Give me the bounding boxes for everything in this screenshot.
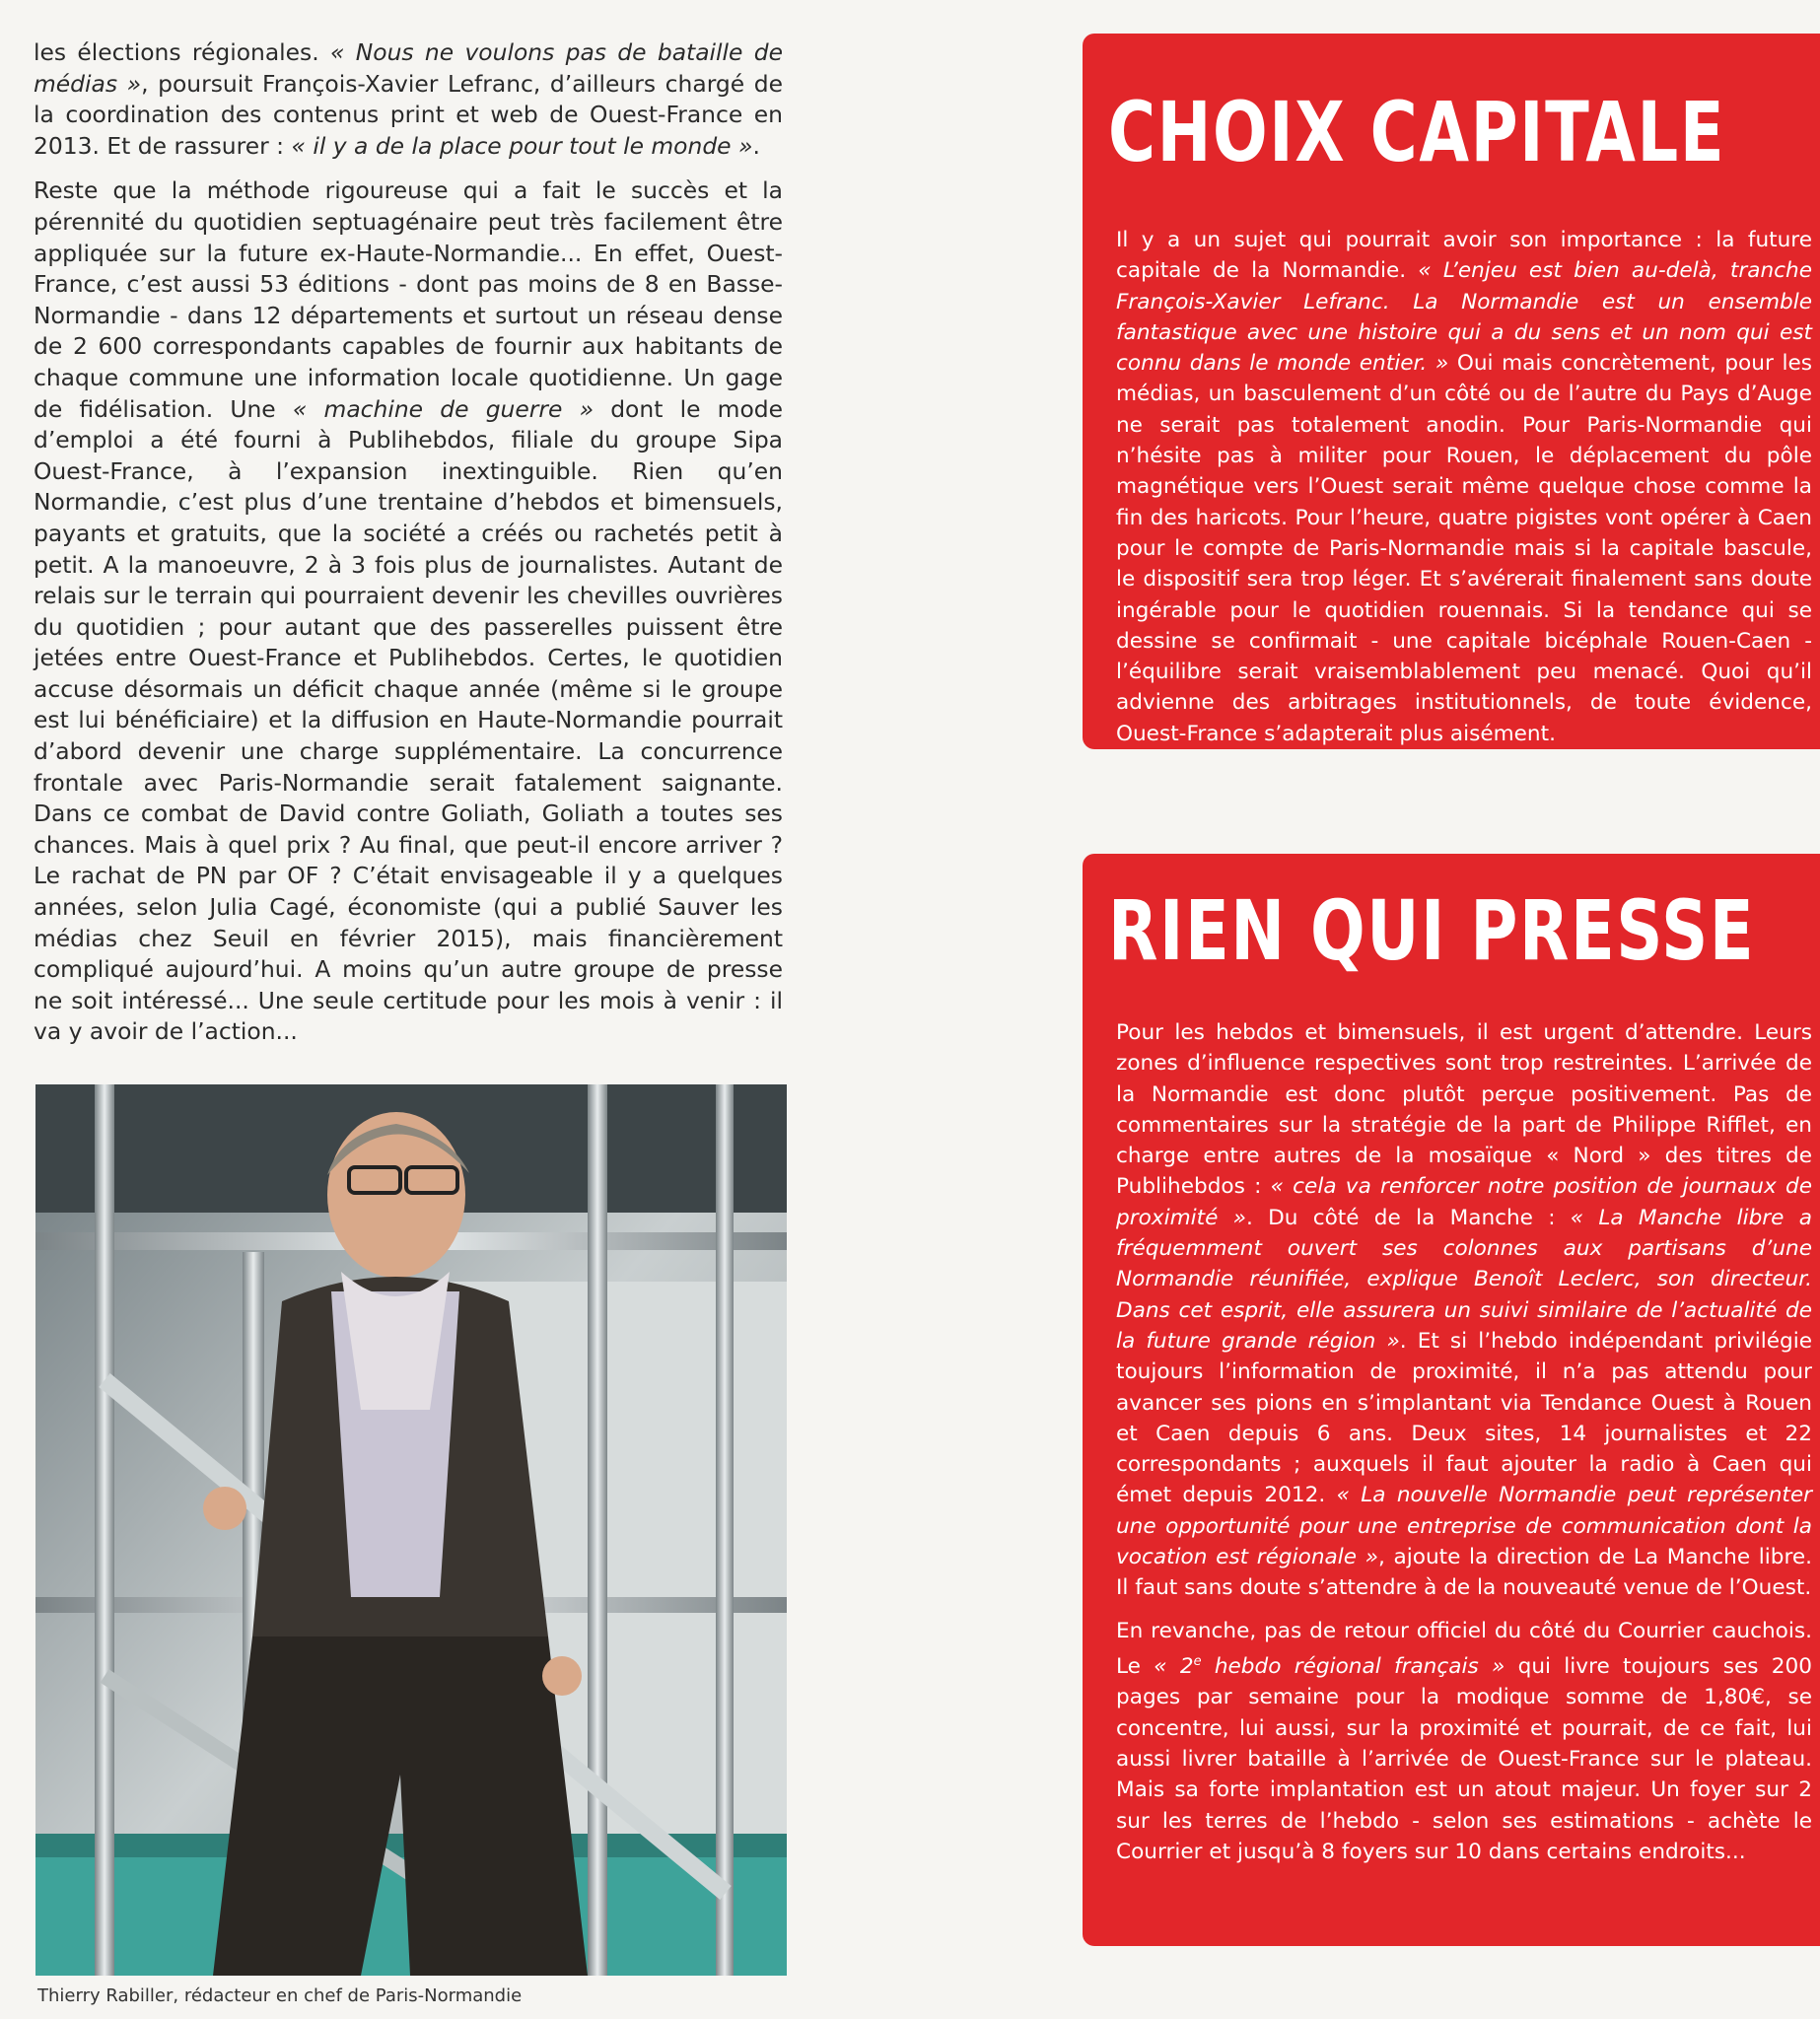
box-title: CHOIX CAPITALE bbox=[1108, 84, 1726, 180]
sidebar-box-choix-capitale bbox=[1083, 34, 1820, 749]
box-body bbox=[1116, 1017, 1812, 1879]
box-paragraph: Il y a un sujet qui pourrait avoir son importance : la future capitale de la Normandie. « L’enjeu est bien au-delà, tranche François-Xavier Lefranc. La Normandie est un ensemble fantastique avec une histoire qui a du sens et un nom qui est connu dans le monde entier. » Oui mais concrètement, pour les médias, un basculement d’un côté ou de l’autre du Pays d’Auge ne serait pas totalement anodin. Pour Paris-Normandie qui n’hésite pas à militer pour Rouen, le déplacement du pôle magnétique vers l’Ouest serait même quelque chose comme la fin des haricots. Pour l’heure, quatre pigistes vont opérer à Caen pour le compte de Paris-Normandie mais si la capitale bascule, le dispositif sera trop léger. Et s’avérerait finalement sans doute ingérable pour le quotidien rouennais. Si la tendance qui se dessine se confirmait - une capitale bicéphale Rouen-Caen - l’équilibre serait vraisemblablement peu menacé. Quoi qu’il advienne des arbitrages institutionnels, de toute évidence, Ouest-France s’adapterait plus aisément. bbox=[1116, 228, 1812, 746]
quote: « Nous ne voulons pas de bataille de médias » bbox=[34, 38, 783, 98]
quote: « il y a de la place pour tout le monde » bbox=[291, 131, 753, 160]
article-paragraph-1: les élections régionales. « Nous ne voulons pas de bataille de médias », poursuit François-Xavier Lefranc, d’ailleurs chargé de la coordination des contenus print et web de Ouest-France en 2013. Et de rassurer : « il y a de la place pour tout le monde ». bbox=[34, 38, 783, 160]
sidebar-box-rien-qui-presse bbox=[1083, 854, 1820, 1946]
quote: « La nouvelle Normandie peut représenter une opportunité pour une entreprise de communication dont la vocation est régionale » bbox=[1116, 1483, 1813, 1570]
quote: « L’enjeu est bien au-delà, tranche François-Xavier Lefranc. La Normandie est un ensemble fantastique avec une histoire qui a du sens et un nom qui est connu dans le monde entier. » bbox=[1116, 258, 1812, 377]
portrait-photo bbox=[35, 1084, 787, 1976]
box-title: RIEN QUI PRESSE bbox=[1108, 882, 1756, 979]
box-paragraph-1: Pour les hebdos et bimensuels, il est urgent d’attendre. Leurs zones d’influence respectives sont trop restreintes. L’arrivée de la Normandie est donc plutôt perçue positivement. Pas de commentaires sur la stratégie de la part de Philippe Rifflet, en charge entre autres de la mosaïque « Nord » des titres de Publihebdos : « cela va renforcer notre position de journaux de proximité ». Du côté de la Manche : « La Manche libre a fréquemment ouvert ses colonnes aux partisans d’une Normandie réunifiée, explique Benoît Leclerc, son directeur. Dans cet esprit, elle assurera un suivi similaire de l’actualité de la future grande région ». Et si l’hebdo indépendant privilégie toujours l’information de proximité, il n’a pas attendu pour avancer ses pions en s’implantant via Tendance Ouest à Rouen et Caen depuis 6 ans. Deux sites, 14 journalistes et 22 correspondants ; auxquels il faut ajouter la radio à Caen qui émet depuis 2012. « La nouvelle Normandie peut représenter une opportunité pour une entreprise de communication dont la vocation est régionale », ajoute la direction de La Manche libre. Il faut sans doute s’attendre à de la nouveauté venue de l’Ouest. bbox=[1116, 1020, 1813, 1601]
box-body bbox=[1116, 225, 1812, 761]
article-column bbox=[34, 37, 783, 1062]
article-paragraph-2: Reste que la méthode rigoureuse qui a fait le succès et la pérennité du quotidien septuagénaire peut très facilement être appliquée sur la future ex-Haute-Normandie... En effet, Ouest-France, c’est aussi 53 éditions - dont pas moins de 8 en Basse-Normandie - dans 12 départements et surtout un réseau dense de 2 600 correspondants capables de fournir aux habitants de chaque commune une information locale quotidienne. Un gage de fidélisation. Une « machine de guerre » dont le mode d’emploi a été fourni à Publihebdos, filiale du groupe Sipa Ouest-France, à l’expansion inextinguible. Rien qu’en Normandie, c’est plus d’une trentaine d’hebdos et bimensuels, payants et gratuits, que la société a créés ou rachetés petit à petit. A la manoeuvre, 2 à 3 fois plus de journalistes. Autant de relais sur le terrain qui pourraient devenir les chevilles ouvrières du quotidien ; pour autant que des passerelles puissent être jetées entre Ouest-France et Publihebdos. Certes, le quotidien accuse désormais un déficit chaque année (même si le groupe est lui bénéficiaire) et la diffusion en Haute-Normandie pourrait d’abord devenir une charge supplémentaire. La concurrence frontale avec Paris-Normandie serait fatalement saignante. Dans ce combat de David contre Goliath, Goliath a toutes ses chances. Mais à quel prix ? Au final, que peut-il encore arriver ? Le rachat de PN par OF ? C’était envisageable il y a quelques années, selon Julia Cagé, économiste (qui a publié Sauver les médias chez Seuil en février 2015), mais financièrement compliqué aujourd’hui. A moins qu’un autre groupe de presse ne soit intéressé... Une seule certitude pour les mois à venir : il va y avoir de l’action... bbox=[34, 176, 783, 1046]
photo-caption: Thierry Rabiller, rédacteur en chef de Paris-Normandie bbox=[37, 1985, 523, 2006]
quote: « machine de guerre » bbox=[292, 394, 595, 423]
quote: « La Manche libre a fréquemment ouvert ses colonnes aux partisans d’une Normandie réunifiée, explique Benoît Leclerc, son directeur. Dans cet esprit, elle assurera un suivi similaire de l’actualité de la future grande région » bbox=[1116, 1205, 1812, 1354]
quote: « 2e hebdo régional français » bbox=[1154, 1653, 1505, 1680]
photo-illustration bbox=[35, 1084, 787, 1976]
box-paragraph-2: En revanche, pas de retour officiel du côté du Courrier cauchois. Le « 2e hebdo régional français » qui livre toujours ses 200 pages par semaine pour la modique somme de 1,80€, se concentre, lui aussi, sur la proximité et pourrait, de ce fait, lui aussi livrer bataille à l’arrivée de Ouest-France sur le plateau. Mais sa forte implantation est un atout majeur. Un foyer sur 2 sur les terres de l’hebdo - selon ses estimations - achète le Courrier et jusqu’à 8 foyers sur 10 dans certains endroits... bbox=[1116, 1618, 1812, 1864]
quote: « cela va renforcer notre position de journaux de proximité » bbox=[1116, 1174, 1812, 1230]
